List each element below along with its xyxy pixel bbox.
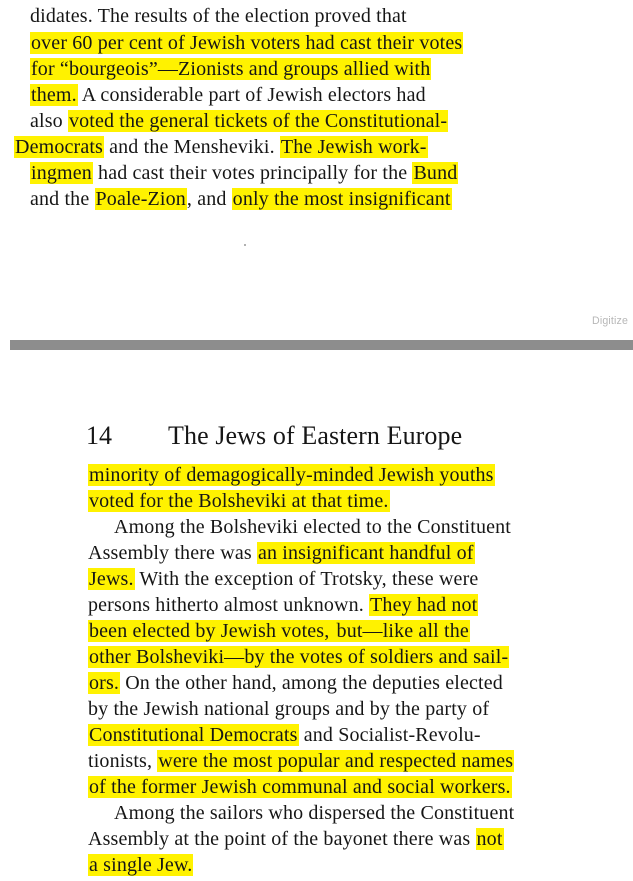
text-line: [114, 800, 514, 826]
text-run: With the exception of Trotsky, these were: [134, 568, 479, 590]
highlighted-text: over 60 per cent of Jewish voters had cast their votes: [31, 32, 463, 54]
text-line: [14, 134, 544, 160]
highlighted-text: not: [476, 828, 503, 850]
text-run: and Socialist-Revolu-: [298, 724, 481, 746]
text-line: [88, 566, 478, 592]
text-line: [88, 592, 478, 618]
text-run: Assembly there was: [88, 542, 257, 564]
highlighted-text: only the most insignificant: [232, 188, 451, 210]
text-line: [88, 722, 481, 748]
highlighted-text: for “bourgeois”—Zionists and groups allied with: [31, 58, 431, 80]
text-line: [88, 748, 514, 774]
highlighted-text: Democrats: [15, 136, 103, 158]
highlighted-text: voted the general tickets of the Constitutional-: [68, 110, 448, 132]
speck: [244, 244, 246, 246]
text-line: [88, 774, 512, 800]
running-title: The Jews of Eastern Europe: [168, 421, 463, 450]
watermark-text: Digitize: [592, 315, 629, 327]
text-line: [88, 696, 489, 722]
text-line: [30, 82, 550, 108]
highlighted-text: Bund: [413, 162, 458, 184]
highlighted-text: other Bolsheviki—by the votes of soldiers and sail-: [89, 646, 509, 668]
text-line: [88, 488, 390, 514]
text-run: didates. The results of the election proved that: [30, 5, 407, 27]
text-line: [88, 852, 193, 878]
highlighted-text: voted for the Bolsheviki at that time.: [89, 490, 389, 512]
text-run: and the Mensheviki.: [103, 136, 280, 158]
text-run: also: [30, 110, 68, 132]
text-run: A considerable part of Jewish electors had: [77, 84, 426, 106]
text-line: [88, 540, 475, 566]
highlighted-text: They had not: [370, 594, 478, 616]
highlighted-text: an insignificant handful of: [257, 542, 474, 564]
highlighted-text: but—like all the: [331, 620, 469, 642]
page-number: 14: [86, 421, 112, 450]
text-run: Assembly at the point of the bayonet there was: [88, 828, 476, 850]
text-run: , and: [186, 188, 232, 210]
text-run: Among the Bolsheviki elected to the Constituent: [114, 516, 511, 538]
text-run: by the Jewish national groups and by the party of: [88, 698, 490, 720]
text-line: [30, 160, 575, 186]
highlighted-text: Constitutional Democrats: [89, 724, 298, 746]
page-divider: [10, 340, 633, 350]
text-line: [114, 514, 511, 540]
text-run: had cast their votes principally for the: [92, 162, 413, 184]
text-line: [30, 108, 550, 134]
highlighted-text: them.: [31, 84, 77, 106]
text-line: [88, 826, 504, 852]
highlighted-text: were the most popular and respected names: [158, 750, 514, 772]
text-line: [88, 644, 509, 670]
text-line: [88, 618, 470, 644]
highlighted-text: Jews.: [89, 568, 134, 590]
text-line: [30, 3, 542, 29]
highlighted-text: of the former Jewish communal and social workers.: [89, 776, 511, 798]
highlighted-text: a single Jew.: [89, 854, 193, 876]
text-line: [30, 30, 550, 56]
highlighted-text: Poale-Zion: [95, 188, 186, 210]
text-line: [30, 56, 550, 82]
highlighted-text: been elected by Jewish votes,: [89, 620, 330, 642]
text-run: Among the sailors who dispersed the Constituent: [114, 802, 515, 824]
text-line: [88, 462, 495, 488]
text-run: persons hitherto almost unknown.: [88, 594, 370, 616]
highlighted-text: minority of demagogically-minded Jewish youths: [89, 464, 494, 486]
text-run: and the: [30, 188, 95, 210]
text-run: tionists,: [88, 750, 158, 772]
text-line: [30, 186, 560, 212]
text-run: On the other hand, among the deputies elected: [120, 672, 503, 694]
highlighted-text: ors.: [89, 672, 120, 694]
text-line: [88, 670, 503, 696]
highlighted-text: The Jewish work-: [280, 136, 427, 158]
highlighted-text: ingmen: [31, 162, 92, 184]
